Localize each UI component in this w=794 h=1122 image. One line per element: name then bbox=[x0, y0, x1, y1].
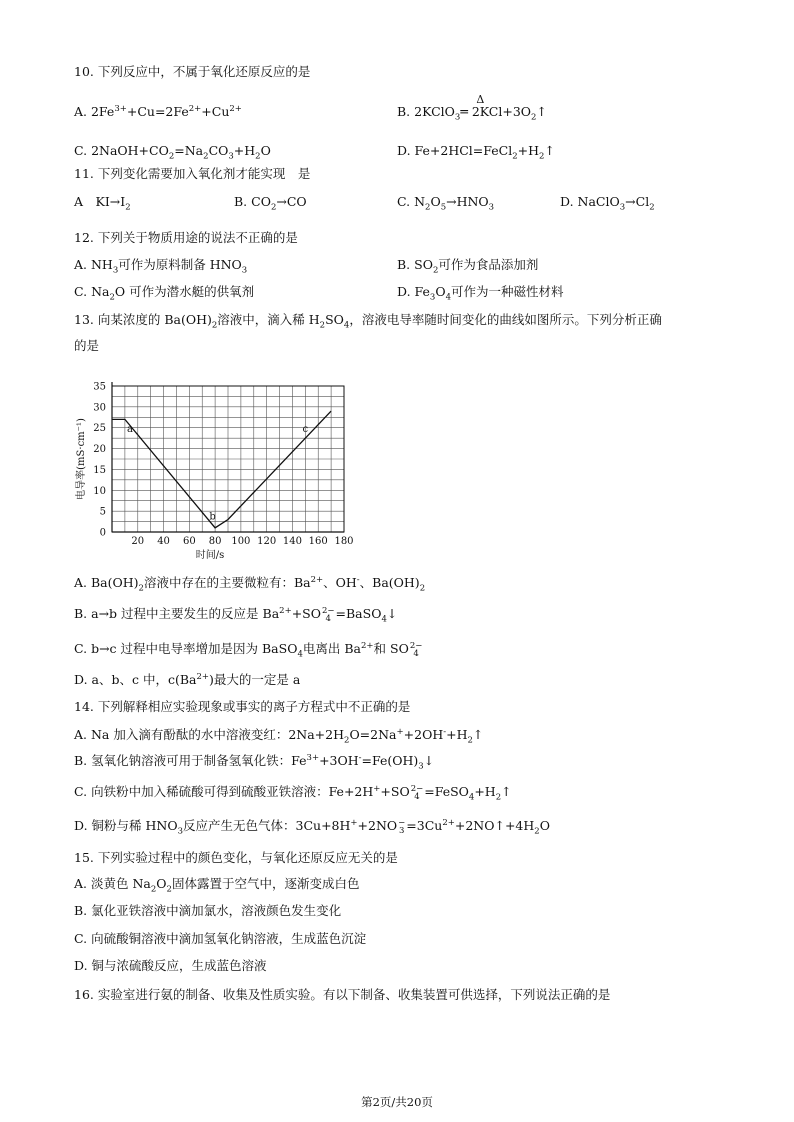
q12-option-d: D. $Fe_3O_4$可作为一种磁性材料 bbox=[397, 284, 564, 303]
q10-option-a: A. $2Fe^{3+}+Cu=2Fe^{2+}+Cu^{2+}$ bbox=[74, 103, 242, 119]
x-tick-label: 100 bbox=[231, 536, 251, 547]
x-tick-label: 120 bbox=[257, 536, 277, 547]
q13-option-c: C. b→c 过程中电导率增加是因为 BaSO$_4$电离出 $Ba^{2+}$和 SO 2− 4 bbox=[74, 640, 423, 660]
y-tick-label: 15 bbox=[93, 464, 106, 476]
x-tick-label: 180 bbox=[334, 536, 354, 547]
y-tick-label: 25 bbox=[93, 423, 106, 435]
q13-option-a: A. $Ba(OH)_2$溶液中存在的主要微粒有：$Ba^{2+}$、OH-、$Ba(OH)_2$ bbox=[74, 574, 426, 594]
q14-stem: 14. 下列解释相应实验现象或事实的离子方程式中不正确的是 bbox=[74, 699, 411, 714]
q14-option-d: D. 铜粉与稀 $HNO_3$反应产生无色气体：3Cu+8H++2NO − 3 $=3Cu^{2+}+2NO↑+4H_2O$ bbox=[74, 817, 550, 837]
q15-stem: 15. 下列实验过程中的颜色变化，与氧化还原反应无关的是 bbox=[74, 850, 398, 865]
x-tick-label: 140 bbox=[282, 536, 302, 547]
x-tick-label: 60 bbox=[182, 536, 196, 547]
q10-option-b: B. 2KClO$_3$ Δ ═ $2KCl+3O_2↑$ bbox=[397, 93, 547, 123]
q13-stem-line2: 的是 bbox=[74, 338, 100, 353]
y-tick-label: 5 bbox=[99, 506, 106, 518]
point-label-c: c bbox=[302, 423, 309, 435]
y-tick-label: 20 bbox=[93, 444, 106, 456]
q12-option-a: A. $NH_3$可作为原料制备 $HNO_3$ bbox=[74, 257, 248, 276]
q10-stem: 10. 下列反应中，不属于氧化还原反应的是 bbox=[74, 64, 311, 79]
chart-grid bbox=[112, 386, 344, 532]
conductivity-chart bbox=[74, 378, 354, 568]
q15-option-c: C. 向硫酸铜溶液中滴加氢氧化钠溶液，生成蓝色沉淀 bbox=[74, 931, 367, 946]
page-footer: 第2页/共20页 bbox=[361, 1095, 433, 1109]
y-tick-label: 30 bbox=[93, 402, 106, 414]
q11-option-a: A $KI\to I_2$ bbox=[74, 194, 131, 213]
q11-option-c: C. $N_2O_5\to HNO_3$ bbox=[397, 194, 495, 213]
chart-x-label: 时间/s bbox=[195, 550, 225, 561]
chart-annotations bbox=[127, 424, 308, 523]
q12-stem: 12. 下列关于物质用途的说法不正确的是 bbox=[74, 230, 298, 245]
q15-option-d: D. 铜与浓硫酸反应，生成蓝色溶液 bbox=[74, 958, 267, 973]
q15-option-a: A. 淡黄色 $Na_2O_2$固体露置于空气中，逐渐变成白色 bbox=[74, 876, 360, 895]
x-tick-label: 160 bbox=[308, 536, 328, 547]
q12-option-b: B. $SO_2$可作为食品添加剂 bbox=[397, 257, 539, 276]
q11-option-b: B. $CO_2\to CO$ bbox=[234, 194, 307, 213]
q13-option-b: B. a→b 过程中主要发生的反应是 $Ba^{2+}+SO$ 2− 4 =BaSO$_4$↓ bbox=[74, 605, 398, 625]
q15-option-b: B. 氯化亚铁溶液中滴加氯水，溶液颜色发生变化 bbox=[74, 903, 342, 918]
x-tick-label: 80 bbox=[208, 536, 222, 547]
point-label-a: a bbox=[127, 423, 134, 435]
q14-option-a: A. Na 加入滴有酚酞的水中溶液变红：$2Na+2H_2O=2Na^++2OH^-+H_2↑$ bbox=[74, 726, 484, 746]
q10-option-d: D. $Fe+2HCl=FeCl_2+H_2↑$ bbox=[397, 143, 555, 162]
x-tick-label: 40 bbox=[157, 536, 170, 547]
point-label-b: b bbox=[209, 511, 216, 523]
q14-option-c: C. 向铁粉中加入稀硫酸可得到硫酸亚铁溶液：Fe+2H++SO 2− 4 $=FeSO_4+H_2↑$ bbox=[74, 783, 512, 803]
q13-option-d: D. a、b、c 中，$c(Ba^{2+})$最大的一定是 a bbox=[74, 671, 301, 687]
q11-option-d: D. $NaClO_3\to Cl_2$ bbox=[560, 194, 655, 213]
chart-y-label: 电导率(mS·cm⁻¹) bbox=[76, 418, 87, 500]
y-tick-label: 0 bbox=[99, 527, 106, 539]
q13-stem-line1: 13. 向某浓度的 $Ba(OH)_2$溶液中，滴入稀 $H_2SO_4$，溶液电导率随时间变化的曲线如图所示。下列分析正确 bbox=[74, 312, 662, 331]
q10-option-c: C. $2NaOH+CO_2=Na_2CO_3+H_2O$ bbox=[74, 143, 271, 162]
y-tick-label: 35 bbox=[93, 381, 106, 393]
q14-option-b: B. 氢氧化钠溶液可用于制备氢氧化铁：$Fe^{3+}+3OH^-=Fe(OH)_3↓$ bbox=[74, 752, 435, 772]
x-tick-label: 20 bbox=[131, 536, 145, 547]
q16-stem: 16. 实验室进行氨的制备、收集及性质实验。有以下制备、收集装置可供选择，下列说法正确的是 bbox=[74, 987, 611, 1002]
q12-option-c: C. $Na_2O$ 可作为潜水艇的供氧剂 bbox=[74, 284, 255, 303]
q11-stem: 11. 下列变化需要加入氧化剂才能实现 是 bbox=[74, 166, 311, 181]
y-tick-label: 10 bbox=[93, 485, 106, 497]
